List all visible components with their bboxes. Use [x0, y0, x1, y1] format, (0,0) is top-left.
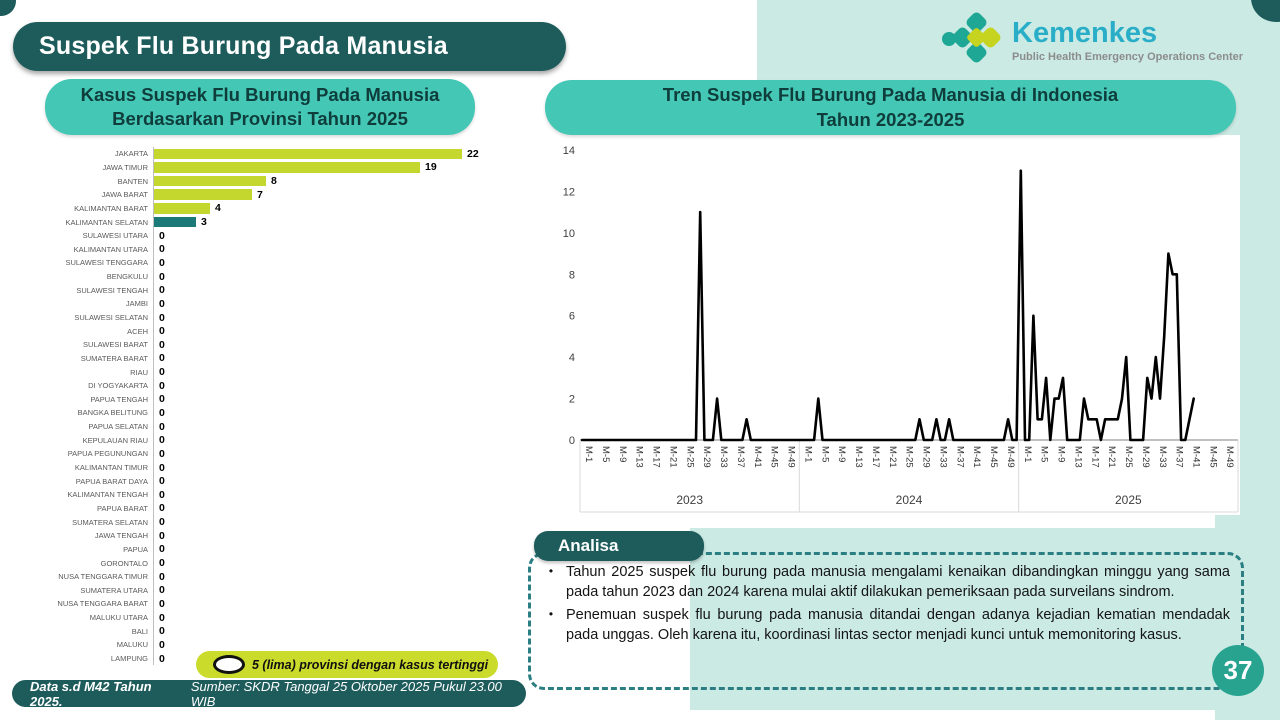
bar-row: [22, 311, 500, 325]
bar-chart-title-line2: Berdasarkan Provinsi Tahun 2025: [112, 108, 408, 129]
bar-value-label: 0: [159, 420, 165, 433]
page-title: Suspek Flu Burung Pada Manusia: [39, 32, 448, 60]
bar-row-label: JAWA TIMUR: [102, 162, 148, 172]
bar-value-label: 19: [425, 161, 437, 174]
bar-row: [22, 202, 500, 216]
bar-row-label: MALUKU: [116, 640, 148, 650]
bar-value-label: 8: [271, 175, 277, 188]
svg-text:M-9: M-9: [1055, 446, 1067, 463]
svg-text:4: 4: [568, 352, 575, 365]
bar-row: [22, 161, 500, 175]
bar-row-track: [153, 256, 500, 270]
bar-row: [22, 488, 500, 502]
bar-row: [22, 338, 500, 352]
bar-row-label: RIAU: [130, 367, 148, 377]
svg-text:M-45: M-45: [988, 446, 1000, 468]
bar-row-label: DI YOGYAKARTA: [88, 381, 148, 391]
bar-chart-legend: [196, 651, 498, 678]
bar-row-track: [153, 556, 500, 570]
bar-row-label: KALIMANTAN UTARA: [73, 244, 148, 254]
bar: [154, 162, 420, 173]
analisa-label-pill: [534, 531, 704, 561]
bar-row-track: [153, 229, 500, 243]
bar-row-label: KALIMANTAN BARAT: [74, 203, 148, 213]
bar-value-label: 0: [159, 516, 165, 529]
bar-row: [22, 297, 500, 311]
svg-text:M-49: M-49: [1004, 446, 1016, 468]
bar-row-label: PAPUA BARAT: [97, 503, 148, 513]
svg-text:M-13: M-13: [1072, 446, 1084, 468]
svg-text:M-41: M-41: [971, 446, 983, 468]
bullet-dot-icon: •: [548, 606, 554, 621]
bar-row-track: [153, 638, 500, 652]
svg-text:M-21: M-21: [667, 446, 679, 468]
page-number-badge: [1212, 645, 1264, 696]
svg-text:2023: 2023: [676, 493, 704, 507]
bar-row: [22, 283, 500, 297]
bar-row-label: BENGKULU: [106, 272, 148, 282]
bar-row-track: [153, 584, 500, 598]
bar-value-label: 22: [467, 147, 479, 160]
bar-value-label: 0: [159, 611, 165, 624]
bar-row: [22, 270, 500, 284]
bar-value-label: 0: [159, 229, 165, 242]
bar-row-track: [153, 543, 500, 557]
bar-row-label: PAPUA PEGUNUNGAN: [67, 449, 148, 459]
bar: [154, 217, 196, 228]
svg-text:14: 14: [562, 145, 575, 157]
bar-row: [22, 420, 500, 434]
bar-value-label: 0: [159, 529, 165, 542]
bar-row: [22, 406, 500, 420]
bar-value-label: 3: [201, 216, 207, 229]
bar-value-label: 0: [159, 570, 165, 583]
bar-row-label: NUSA TENGGARA TIMUR: [58, 572, 148, 582]
kemenkes-logo: [942, 12, 1272, 70]
kemenkes-logo-text: [1012, 19, 1243, 63]
bar-row-label: BANTEN: [117, 176, 148, 186]
svg-text:2024: 2024: [895, 493, 923, 507]
bar-row-label: SULAWESI UTARA: [82, 231, 148, 241]
trend-line-chart: [558, 135, 1240, 515]
bar-value-label: 0: [159, 352, 165, 365]
trend-chart-title-line1: Tren Suspek Flu Burung Pada Manusia di Indonesia: [662, 84, 1119, 106]
bar-row: [22, 393, 500, 407]
bar-row-track: [153, 379, 500, 393]
bar-row-track: [153, 597, 500, 611]
svg-text:M-21: M-21: [886, 446, 898, 468]
bar-row-track: [153, 433, 500, 447]
bar-row-label: KALIMANTAN SELATAN: [65, 217, 148, 227]
svg-text:M-41: M-41: [1190, 446, 1202, 468]
bar-row-label: GORONTALO: [100, 558, 148, 568]
bar: [154, 203, 210, 214]
svg-text:M-33: M-33: [1156, 446, 1168, 468]
bar-row-label: NUSA TENGGARA BARAT: [57, 599, 148, 609]
bar-row: [22, 447, 500, 461]
svg-text:M-5: M-5: [819, 446, 831, 463]
bar-value-label: 0: [159, 311, 165, 324]
page-number: 37: [1223, 655, 1253, 685]
bar-row: [22, 229, 500, 243]
bar-row-track: [153, 447, 500, 461]
svg-text:0: 0: [568, 435, 575, 447]
svg-text:M-1: M-1: [583, 446, 595, 463]
bar-row-label: JAMBI: [125, 299, 148, 309]
bar-row-track: [153, 352, 500, 366]
bar-value-label: 0: [159, 338, 165, 351]
bar-value-label: 0: [159, 325, 165, 338]
bar-row-track: [153, 393, 500, 407]
svg-text:M-25: M-25: [684, 446, 696, 468]
svg-text:M-17: M-17: [1089, 446, 1101, 468]
bar-row: [22, 638, 500, 652]
svg-text:6: 6: [568, 310, 575, 323]
bar-value-label: 0: [159, 434, 165, 447]
bar-row-track: [153, 324, 500, 338]
bar-row-track: [153, 188, 500, 202]
svg-text:M-49: M-49: [785, 446, 797, 468]
svg-text:M-29: M-29: [701, 446, 713, 468]
svg-text:M-37: M-37: [1173, 446, 1185, 468]
bar-row-label: SUMATERA UTARA: [80, 585, 148, 595]
bar-row-track: [153, 202, 500, 216]
svg-text:M-29: M-29: [920, 446, 932, 468]
bar-row: [22, 543, 500, 557]
analisa-bullets: [536, 560, 1236, 645]
bar-row-track: [153, 502, 500, 516]
bar-row-label: JAKARTA: [114, 149, 148, 159]
bar-row-label: JAWA BARAT: [101, 190, 148, 200]
bar-value-label: 0: [159, 502, 165, 515]
bar-row: [22, 433, 500, 447]
svg-text:M-21: M-21: [1106, 446, 1118, 468]
svg-text:M-17: M-17: [869, 446, 881, 468]
bar-chart-title-banner: [45, 79, 475, 135]
svg-text:M-37: M-37: [954, 446, 966, 468]
bar-row-track: [153, 515, 500, 529]
decorative-dot-topleft: [0, 0, 16, 16]
svg-text:M-13: M-13: [633, 446, 645, 468]
bar-row: [22, 352, 500, 366]
svg-text:M-45: M-45: [768, 446, 780, 468]
bar-row-label: SULAWESI BARAT: [82, 340, 148, 350]
bar-value-label: 0: [159, 256, 165, 269]
bar-value-label: 0: [159, 475, 165, 488]
bar-value-label: 0: [159, 597, 165, 610]
bar-row: [22, 461, 500, 475]
bar-row-label: PAPUA BARAT DAYA: [75, 476, 148, 486]
bar-value-label: 0: [159, 366, 165, 379]
bar-row-track: [153, 611, 500, 625]
bar-value-label: 0: [159, 393, 165, 406]
bar-row-track: [153, 338, 500, 352]
svg-text:M-5: M-5: [1038, 446, 1050, 463]
bullet-dot-icon: •: [548, 564, 554, 578]
bar-row-track: [153, 570, 500, 584]
bar-row-label: JAWA TENGAH: [94, 531, 148, 541]
bar-row: [22, 242, 500, 256]
kemenkes-logo-subtitle: Public Health Emergency Operations Center: [1012, 51, 1244, 63]
bar-row-track: [153, 174, 500, 188]
bar-row-track: [153, 488, 500, 502]
svg-text:M-9: M-9: [616, 446, 628, 463]
bar-row-label: SUMATERA SELATAN: [72, 517, 148, 527]
province-bar-chart: [22, 147, 500, 665]
bar-row-track: [153, 270, 500, 284]
bar-value-label: 4: [215, 202, 221, 215]
bar-row-track: [153, 529, 500, 543]
bar-value-label: 0: [159, 638, 165, 651]
bar-row: [22, 502, 500, 516]
bar-row-label: KALIMANTAN TENGAH: [67, 490, 148, 500]
svg-text:2: 2: [568, 393, 575, 406]
bar-row-track: [153, 420, 500, 434]
page-title-banner: [13, 22, 566, 71]
trend-chart-title-line2: Tahun 2023-2025: [816, 108, 965, 130]
bar-value-label: 0: [159, 557, 165, 570]
kemenkes-logo-name: Kemenkes: [1012, 17, 1158, 49]
svg-text:2025: 2025: [1114, 493, 1142, 507]
bar-row-label: MALUKU UTARA: [89, 613, 148, 623]
bar-row: [22, 474, 500, 488]
svg-text:M-17: M-17: [650, 446, 662, 468]
bar-row-label: SUMATERA BARAT: [80, 353, 148, 363]
bar-row: [22, 529, 500, 543]
analisa-bullet-2: • Penemuan suspek flu burung pada manusia ditandai dengan adanya kejadian kematian mendadak pada unggas. Oleh karena itu, koordinasi lintas sector menjadi kunci untuk memonitoring kasus.: [536, 605, 1236, 646]
bar-value-label: 0: [159, 243, 165, 256]
bar-row: [22, 584, 500, 598]
bar-row: [22, 215, 500, 229]
bar-row-track: [153, 297, 500, 311]
bar-row-label: PAPUA TENGAH: [90, 394, 148, 404]
bar-row: [22, 324, 500, 338]
bar-value-label: 0: [159, 625, 165, 638]
bar-row: [22, 365, 500, 379]
bar-row-track: [153, 461, 500, 475]
svg-text:M-37: M-37: [734, 446, 746, 468]
bar-row-label: PAPUA SELATAN: [88, 422, 148, 432]
bar-row: [22, 147, 500, 161]
bar-row-track: [153, 624, 500, 638]
bar-row-label: KEPULAUAN RIAU: [82, 435, 148, 445]
svg-text:M-1: M-1: [1021, 446, 1033, 463]
bar-value-label: 0: [159, 284, 165, 297]
svg-text:M-45: M-45: [1207, 446, 1219, 468]
svg-text:12: 12: [562, 186, 575, 199]
bar-chart-title-line1: Kasus Suspek Flu Burung Pada Manusia: [80, 83, 440, 105]
bar-value-label: 0: [159, 461, 165, 474]
bar-row: [22, 256, 500, 270]
bar-row-label: LAMPUNG: [110, 654, 148, 664]
bar-row-label: BALI: [131, 626, 148, 636]
footer-source: Sumber: SKDR Tanggal 25 Oktober 2025 Pukul 23.00 WIB: [190, 678, 502, 709]
svg-text:M-25: M-25: [1123, 446, 1135, 468]
bar-row: [22, 570, 500, 584]
bar-row-track: [153, 147, 500, 161]
footer-source-banner: [12, 680, 526, 707]
bar: [154, 189, 252, 200]
bar-row-label: PAPUA: [123, 544, 148, 554]
bar-row-label: KALIMANTAN TIMUR: [74, 463, 148, 473]
bar-value-label: 0: [159, 379, 165, 392]
bar-row: [22, 188, 500, 202]
bar-value-label: 7: [257, 188, 263, 201]
bar: [154, 149, 462, 160]
svg-text:M-5: M-5: [599, 446, 611, 463]
svg-text:M-29: M-29: [1139, 446, 1151, 468]
bar-row: [22, 624, 500, 638]
footer-data-cutoff: Data s.d M42 Tahun 2025.: [30, 678, 152, 709]
svg-text:M-1: M-1: [802, 446, 814, 463]
svg-text:M-41: M-41: [751, 446, 763, 468]
bar-row: [22, 597, 500, 611]
svg-text:10: 10: [562, 227, 575, 240]
svg-text:M-33: M-33: [718, 446, 730, 468]
bar-row-track: [153, 283, 500, 297]
bar-value-label: 0: [159, 297, 165, 310]
bar-value-label: 0: [159, 488, 165, 501]
bar-row-track: [153, 474, 500, 488]
bar-row-label: BANGKA BELITUNG: [77, 408, 148, 418]
trend-chart-title-banner: [545, 80, 1236, 135]
legend-ellipse-icon: [213, 655, 245, 674]
bar-row: [22, 515, 500, 529]
bar-row-track: [153, 365, 500, 379]
bar-row-track: [153, 311, 500, 325]
bar-value-label: 0: [159, 270, 165, 283]
bar-row-track: [153, 242, 500, 256]
bar-value-label: 0: [159, 584, 165, 597]
analisa-label: Analisa: [558, 536, 619, 555]
svg-text:8: 8: [568, 269, 575, 282]
bar-row-track: [153, 215, 500, 229]
svg-text:M-33: M-33: [937, 446, 949, 468]
svg-text:M-9: M-9: [836, 446, 848, 463]
bar-row: [22, 174, 500, 188]
bar-row-label: SULAWESI SELATAN: [74, 313, 148, 322]
bar-row-track: [153, 406, 500, 420]
analisa-bullet-1: • Tahun 2025 suspek flu burung pada manusia mengalami kenaikan dibandingkan minggu yang sama pada tahun 2023 dan 2024 karena mulai aktif dilakukan pemeriksaan pada surveilans sindrom.: [536, 562, 1236, 603]
bar-row: [22, 379, 500, 393]
bar-row-label: SULAWESI TENGGARA: [65, 258, 148, 268]
bar-value-label: 0: [159, 543, 165, 556]
legend-label: 5 (lima) provinsi dengan kasus tertinggi: [252, 657, 489, 672]
bar-value-label: 0: [159, 652, 165, 665]
svg-text:M-49: M-49: [1224, 446, 1236, 468]
bar-row: [22, 611, 500, 625]
bar: [154, 176, 266, 187]
bar-row-track: [153, 161, 500, 175]
svg-text:M-13: M-13: [853, 446, 865, 468]
bar-value-label: 0: [159, 406, 165, 419]
svg-text:M-25: M-25: [903, 446, 915, 468]
bar-row-label: SULAWESI TENGAH: [76, 285, 148, 295]
kemenkes-logo-icon: [942, 12, 1004, 71]
bar-row-label: ACEH: [127, 326, 148, 336]
bar-value-label: 0: [159, 447, 165, 460]
bar-row: [22, 556, 500, 570]
